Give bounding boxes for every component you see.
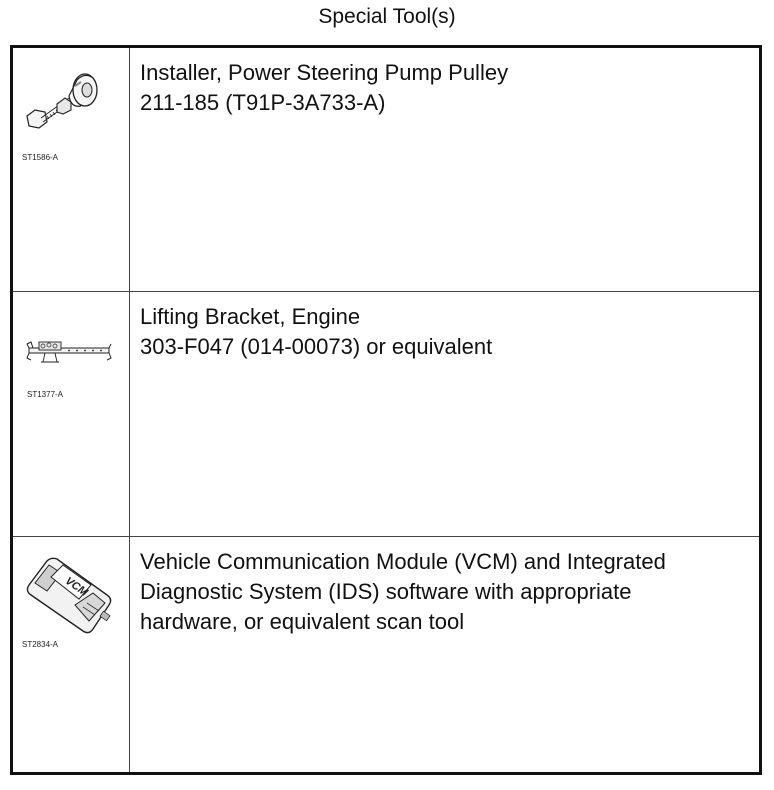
tool-image-cell (13, 48, 130, 291)
tool-name: Lifting Bracket, Engine (140, 304, 361, 329)
pulley-installer-icon (21, 68, 101, 138)
vcm-module-icon (21, 555, 117, 637)
tool-description-line: Vehicle Communication Module (VCM) and Integrated (140, 549, 666, 574)
tool-image-code: ST1377-A (27, 390, 64, 399)
tool-description-line: Diagnostic System (IDS) software with appropriate (140, 579, 632, 604)
page-title: Special Tool(s) (318, 5, 456, 28)
tool-row-lifting-bracket (13, 292, 759, 537)
tool-description-line: hardware, or equivalent scan tool (140, 609, 465, 634)
tool-name: Installer, Power Steering Pump Pulley (140, 60, 509, 85)
tool-description (130, 48, 759, 291)
special-tools-table (10, 45, 762, 775)
tool-image-code: ST2834-A (22, 640, 59, 649)
tool-image-cell (13, 537, 130, 772)
svg-text:VCM: VCM (62, 574, 90, 599)
tool-row-pulley-installer (13, 48, 759, 292)
tool-description (130, 537, 759, 772)
tool-image-cell (13, 292, 130, 536)
tool-image-code: ST1586-A (22, 153, 59, 162)
tool-description (130, 292, 759, 536)
lifting-bracket-icon (25, 336, 113, 366)
tool-row-vcm (13, 537, 759, 772)
tool-number: 303-F047 (014-00073) or equivalent (140, 334, 493, 359)
tool-number: 211-185 (T91P-3A733-A) (140, 90, 386, 115)
